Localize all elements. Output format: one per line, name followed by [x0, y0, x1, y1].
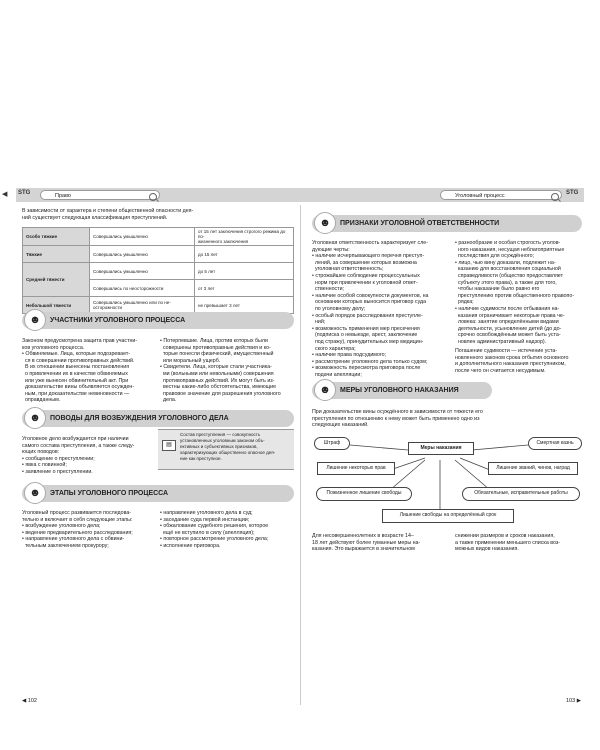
section-title: МЕРЫ УГОЛОВНОГО НАКАЗАНИЯ	[340, 387, 459, 394]
reader-icon: ☻	[24, 309, 46, 331]
table-cell: Средней тяжести	[23, 263, 90, 297]
conviction-text: Погашение судимости — истечение уста- новленного законом срока отбытия основного и дополнительного наказания преступником, после чего он считается несудимым.	[455, 348, 569, 374]
table-row	[23, 263, 294, 280]
minors-left-text: Для несовершеннолетних в возрасте 14– 18 лет действуют более гуманные меры на- казания. Это выражается в значительном	[312, 533, 421, 553]
table-row	[23, 297, 294, 314]
stages-right-text: • направление уголовного дела в суд; • заседание суда первой инстанции; • обжалование судебного решения, которое ещё не вступило в силу (апелляция); • повторное рассмотрение уголовного дела; • исполнение приговора.	[160, 510, 269, 549]
section-participants-header	[22, 312, 294, 329]
section-stages-header	[22, 485, 294, 502]
page-number-right: 103 ▶	[566, 698, 581, 704]
arrow-left-icon: ◀	[2, 191, 8, 198]
diagram-node-titles: Лишение званий, чинов, наград	[488, 462, 578, 475]
classification-table	[22, 227, 294, 314]
section-signs-header	[312, 215, 582, 232]
table-cell: Совершались умышленно	[90, 263, 195, 280]
right-stg-logo: STG	[566, 190, 579, 196]
table-row	[23, 228, 294, 246]
table-cell: от 3 лет	[195, 280, 294, 297]
left-header-label: Право	[55, 193, 71, 199]
left-header-tab	[40, 190, 160, 200]
table-cell: Небольшой тяжести	[23, 297, 90, 314]
diagram-node-works: Обязательные, исправительные работы	[462, 487, 580, 501]
table-row	[23, 246, 294, 263]
right-page-header	[300, 188, 584, 202]
diagram-node-fine: Штраф	[314, 437, 350, 450]
reader-icon: ☻	[314, 212, 336, 234]
right-header-tab	[440, 190, 562, 200]
section-title: ПОВОДЫ ДЛЯ ВОЗБУЖДЕНИЯ УГОЛОВНОГО ДЕЛА	[50, 415, 229, 422]
left-page-header	[2, 188, 300, 202]
search-icon	[551, 193, 559, 201]
section-title: УЧАСТНИКИ УГОЛОВНОГО ПРОЦЕССА	[50, 317, 186, 324]
participants-right-text: • Потерпевшие. Лица, против которых были совершены противоправные действия и ко- торые понесли физический, имущественный или моральный ущерб. • Свидетели. Лица, которые стали участника- ми (вольными или невольными) совершения противоправных действий. Их могут быть из- вестны какие-либо обстоятельства, имеющие правовое значение для разрешения уголовного дела.	[160, 338, 281, 404]
book-icon: ▤	[162, 440, 176, 451]
section-title: ЭТАПЫ УГОЛОВНОГО ПРОЦЕССА	[50, 490, 169, 497]
left-stg-logo: STG	[18, 190, 31, 196]
table-cell: до 5 лет	[195, 263, 294, 280]
signs-right-text: • разнообразие и особая строгость уголов- ного наказания, несущая неблагоприятные последствия для осуждённого; • лицо, чью вину доказали, подлежит на- казанию для восстановления социальной справедливости (общество предоставляет субъекту этого права), а также для того, чтобы наказание было равно его преступлению против общественного правопо- рядка; • наличие судимости после отбывания на- казания ограничивает некоторые права че- ловека: занятие определёнными видами деятельности, усыновление детей (до до- срочно освобождённым может быть уста- новлен административный надзор).	[455, 240, 575, 345]
table-cell: Тяжкие	[23, 246, 90, 263]
table-cell: Особо тяжкие	[23, 228, 90, 246]
reader-icon: ☻	[24, 482, 46, 504]
diagram-node-rights: Лишение некоторых прав	[317, 462, 395, 475]
table-cell: Совершались умышленно	[90, 228, 195, 246]
right-header-label: Уголовный процесс	[455, 193, 505, 199]
diagram-node-term: Лишение свободы на определённый срок	[382, 509, 514, 523]
definition-text: Состав преступления — совокупность установленных уголовным законом объ- ективных и субъективных признаков, характеризующих общественно опасное дея- ние как преступное.	[180, 432, 276, 461]
search-icon	[149, 193, 157, 201]
diagram-center-node: Меры наказания	[408, 442, 474, 455]
minors-right-text: снижении размеров и сроков наказания, а также применении меньшего списка воз- можных видов наказания.	[455, 533, 561, 553]
diagram-node-death: Смертная казнь	[528, 437, 582, 450]
definition-box	[158, 429, 294, 470]
signs-left-text: Уголовная ответственность характеризует сле- дующие черты: • наличие исчерпывающего перечня преступ- лений, за совершение которых возможна уголовная ответственность; • строжайшее соблюдение процессуальных норм при привлечении к уголовной ответ- ственности; • наличие особой совокупности документов, на основании которых выносится приговор суда по уголовному делу; • особый порядок расследования преступле- ний; • возможность применения мер пресечения (подписка о невыезде, арест, заключение под стражу), принудительных мер медицин- ского характера; • наличие права подсудимого; • рассмотрение уголовного дела только судом; • возможность пересмотра приговора после подачи апелляции;	[312, 240, 429, 378]
table-cell: Совершались по неосторожности	[90, 280, 195, 297]
diagram-node-life: Пожизненное лишение свободы	[316, 487, 412, 501]
reader-icon: ☻	[314, 379, 336, 401]
table-cell: от 15 лет заключения строгого режима до по- жизненного заключения	[195, 228, 294, 246]
page-number-left: ◀ 102	[22, 698, 37, 704]
table-cell: до 15 лет	[195, 246, 294, 263]
page-number: 103	[566, 698, 576, 704]
section-grounds-header	[22, 410, 294, 427]
grounds-text: Уголовное дело возбуждается при наличии самого состава преступления, а также следу- ющих поводов: • сообщение о преступлении; • явка с повинной; • заявление о преступлении.	[22, 436, 135, 475]
page-number: 102	[27, 698, 37, 704]
participants-left-text: Законом предусмотрена защита прав участни- ков уголовного процесса. • Обвиняемые. Лица, которые подозревает- ся в совершении противоправных действий. В их отношении вынесены постановления о привлечении их в качестве обвиняемых или уже вынесен обвинительный акт. При доказательстве вины объявляется осужден- ным, при доказательстве невиновности — оправданным.	[22, 338, 138, 404]
stages-left-text: Уголовный процесс развивается последова- тельно и включает в себя следующие этапы: • возбуждение уголовного дела; • ведение предварительного расследования; • направление уголовного дела с обвини- тельным заключением прокурору;	[22, 510, 133, 549]
reader-icon: ☻	[24, 407, 46, 429]
classification-intro: В зависимости от характера и степени общественной опасности дея- ний существует следующая классификация преступлений.	[22, 208, 194, 221]
table-cell: не превышает 3 лет	[195, 297, 294, 314]
section-measures-header	[312, 382, 492, 399]
table-cell: Совершались умышленно	[90, 246, 195, 263]
section-title: ПРИЗНАКИ УГОЛОВНОЙ ОТВЕТСТВЕННОСТИ	[340, 220, 500, 227]
measures-intro: При доказательстве вины осуждённого в зависимости от тяжести его преступления по отношению к нему может быть применено одно из следующих наказаний.	[312, 409, 483, 429]
table-cell: Совершались умышленно или по не- осторожности	[90, 297, 195, 314]
